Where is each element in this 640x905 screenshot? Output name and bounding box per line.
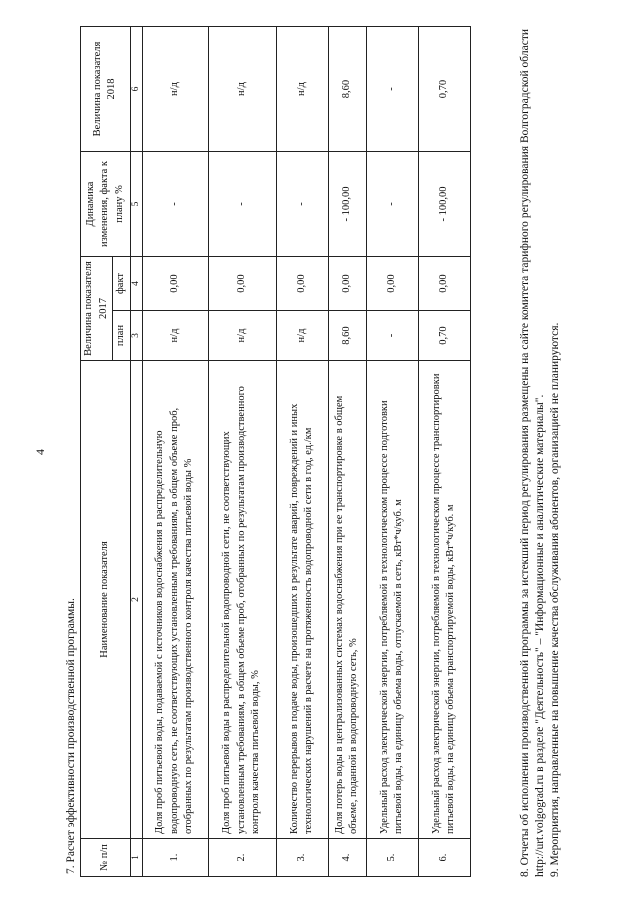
dynamics-value: - [366, 152, 418, 257]
indicator-name: Количество перерывов в подаче воды, произошедших в результате аварий, повреждений и иных технологических нарушений в расчете на протяженность водопроводной сети в год, ед./км [276, 361, 328, 839]
dynamics-value: - 100,00 [328, 152, 366, 257]
column-index: 3 [130, 311, 142, 361]
header-fact: факт [113, 257, 131, 311]
row-number: 4. [328, 839, 366, 877]
section-title: 7. Расчет эффективности производственной программы. [65, 598, 77, 874]
indicator-name: Удельный расход электрической энергии, потребляемой в технологическом процессе подготовки питьевой воды, на единицу объема воды, отпускаемой в сеть, кВт*ч/куб. м [366, 361, 418, 839]
value-2018: н/д [142, 27, 208, 152]
plan-2017: 0,70 [418, 311, 470, 361]
value-2018: 0,70 [418, 27, 470, 152]
fact-2017: 0,00 [142, 257, 208, 311]
notes-section [518, 29, 563, 877]
fact-2017: 0,00 [328, 257, 366, 311]
row-number: 5. [366, 839, 418, 877]
row-number: 6. [418, 839, 470, 877]
dynamics-value: - [208, 152, 276, 257]
table-row [276, 27, 328, 877]
value-2018: н/д [276, 27, 328, 152]
fact-2017: 0,00 [418, 257, 470, 311]
value-2018: - [366, 27, 418, 152]
header-name: Наименование показателя [81, 361, 131, 839]
plan-2017: 8,60 [328, 311, 366, 361]
column-index: 5 [130, 152, 142, 257]
row-number: 2. [208, 839, 276, 877]
header-num: № п/п [81, 839, 131, 877]
plan-2017: н/д [142, 311, 208, 361]
column-index: 2 [130, 361, 142, 839]
plan-2017: - [366, 311, 418, 361]
dynamics-value: - 100,00 [418, 152, 470, 257]
fact-2017: 0,00 [366, 257, 418, 311]
header-plan: план [113, 311, 131, 361]
indicator-name: Доля проб питьевой воды в распределительной водопроводной сети, не соответствующих установленным требованиям, в общем объеме проб, отобранных по результатам производственного контроля качества питьевой воды, % [208, 361, 276, 839]
page-number: 4 [33, 449, 47, 455]
note-measures: 9. Мероприятия, направленные на повышение качества обслуживания абонентов, организацией не планируются. [549, 322, 561, 877]
plan-2017: н/д [276, 311, 328, 361]
table-row [328, 27, 366, 877]
indicator-name: Доля потерь воды в централизованных системах водоснабжения при ее транспортировке в общем объеме, поданной в водопроводную сеть, % [328, 361, 366, 839]
indicator-name: Удельный расход электрической энергии, потребляемой в технологическом процессе транспортировки питьевой воды, на единицу объема транспортируемой воды, кВт*ч/куб. м [418, 361, 470, 839]
column-index: 1 [130, 839, 142, 877]
dynamics-value: - [142, 152, 208, 257]
column-index-row [130, 27, 142, 877]
indicator-name: Доля проб питьевой воды, подаваемой с источников водоснабжения в распределительную водопроводную сеть, не соответствующих установленным требованиям, в общем объеме проб, отобранных по результатам производственного контроля качества питьевой воды % [142, 361, 208, 839]
fact-2017: 0,00 [276, 257, 328, 311]
plan-2017: н/д [208, 311, 276, 361]
header-value-2018: Величина показателя 2018 [81, 27, 131, 152]
efficiency-table [80, 26, 471, 877]
dynamics-value: - [276, 152, 328, 257]
header-value-2017: Величина показателя 2017 [81, 257, 113, 361]
note-reports: 8. Отчеты об исполнении производственной программы за истекший период регулирования размещены на сайте комитета тарифного регулирования Волгоградской области http://urt.volgograd.ru в разделе "Деятельность" – "Информационные и аналитические материалы". [519, 29, 546, 877]
value-2018: 8,60 [328, 27, 366, 152]
table-row [208, 27, 276, 877]
column-index: 4 [130, 257, 142, 311]
table-row [366, 27, 418, 877]
rotated-landscape-content [30, 27, 610, 877]
table-row [418, 27, 470, 877]
column-index: 6 [130, 27, 142, 152]
row-number: 1. [142, 839, 208, 877]
fact-2017: 0,00 [208, 257, 276, 311]
table-row [142, 27, 208, 877]
row-number: 3. [276, 839, 328, 877]
table-header-row [81, 27, 113, 877]
header-dynamics: Динамика изменения, факта к плану % [81, 152, 131, 257]
value-2018: н/д [208, 27, 276, 152]
